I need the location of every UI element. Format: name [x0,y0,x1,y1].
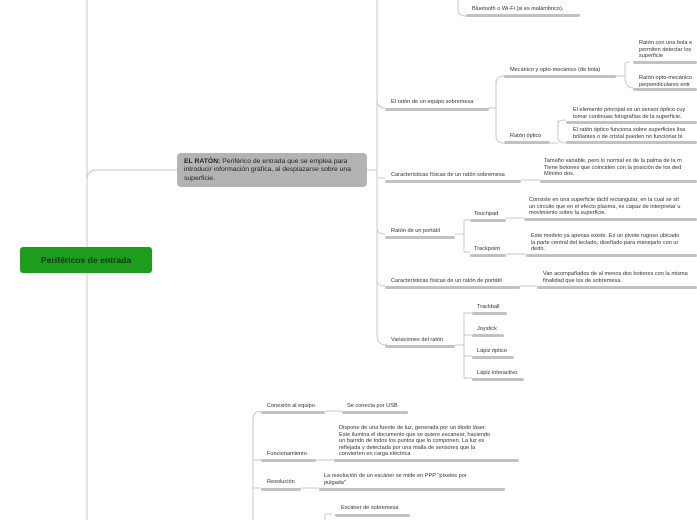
node-portatil[interactable]: Ratón de un portátil [391,228,440,234]
node-portatil-bar [385,236,455,239]
raton-title: EL RATÓN: [184,158,221,165]
node-sensor-bar [566,121,697,124]
node-lapiz-interactivo-bar [472,378,524,381]
tp-line-3: movimiento sobre la superficie. [529,210,607,217]
raton-node[interactable] [177,153,367,187]
node-funcionamiento[interactable]: Funcionamiento [267,451,307,457]
superficies-line-2: brillantes o de cristal pueden no funcionar bi [573,133,683,140]
opto-line-1: Ratón opto-mecánico [639,75,693,81]
node-caracteristicas-sobremesa-bar [385,180,521,183]
fn-line-4: reflejada y detectada por una malla de sensores que la [339,444,476,451]
node-opto-detail[interactable] [639,75,692,88]
node-trackpoint-detail-bar [526,254,697,257]
node-resolucion-detail-bar [319,488,505,491]
node-caracteristicas-sobremesa[interactable]: Características físicas de un ratón sobremesa [391,172,505,178]
tp-line-2: un circuito que en el efecto plasma, es capaz de interpretar u [529,203,681,210]
node-resolucion-bar [261,488,301,491]
node-sobremesa[interactable]: El ratón de un equipo sobremesa [391,99,474,105]
node-sensor-detail[interactable] [573,107,685,120]
node-trackpoint-detail[interactable] [531,233,679,253]
node-bola-detail[interactable] [639,40,692,60]
node-caracteristicas-portatil-detail[interactable] [543,271,688,284]
node-touchpad-bar [470,219,506,222]
node-variaciones-bar [385,345,455,348]
node-bluetooth[interactable]: Bluetooth o Wi-Fi (si es inalámbrico). [472,6,564,12]
node-variaciones[interactable]: Variaciones del ratón [391,337,444,343]
superficies-line-1: El ratón óptico funciona sobre superficies lisa [573,127,686,133]
node-bluetooth-bar [466,14,580,17]
node-cp-detail-bar [537,286,697,289]
node-conexion-bar [261,411,325,414]
node-cs-detail-bar [540,180,697,183]
raton-description: Periférico de entrada que se emplea para introducir información gráfica, al desplazarse sobre una superficie. [184,158,351,182]
cs-line-2: Tiene botones que coinciden con la posición de los ded [544,164,682,171]
node-caracteristicas-portatil[interactable]: Características físicas de un ratón de portátil [391,278,502,284]
node-mecanico[interactable]: Mecánico y opto-mecánico (de bola) [510,67,601,73]
node-conexion[interactable]: Conexión al equipo [267,403,315,409]
node-caracteristicas-portatil-bar [385,286,520,289]
node-joystick[interactable]: Joystick [477,326,497,332]
node-funcionamiento-detail[interactable] [339,425,490,458]
opto-line-2: perpendiculares entr [639,81,690,88]
node-touchpad-detail[interactable] [529,197,680,217]
node-lapiz-interactivo[interactable]: Lápiz interactivo [477,370,518,376]
fn-line-1: Dispone de una fuente de luz, generada por un diodo láser. [339,425,487,431]
node-lapiz-optico-bar [472,356,514,359]
rs-line-2: pulgada" [324,479,346,486]
cs-line-1: Tamaño variable, pero lo normal es de la palma de la m [544,158,682,164]
node-conexion-detail[interactable]: Se conecta por USB [347,403,398,409]
fn-line-5: convierten en carga eléctrica [339,451,411,458]
node-trackpoint-bar [470,254,506,257]
node-caracteristicas-sobremesa-detail[interactable] [544,158,682,178]
node-trackball[interactable]: Trackball [477,304,500,310]
bola-line-1: Ratón con una bola e [639,40,693,46]
tp-line-1: Consiste en una superficie táctil rectangular, en la cual se sit [529,197,679,203]
cp-line-2: finalidad que los de sobremesa. [543,277,622,284]
rs-line-1: La resolución de un escáner se mide en PPP "píxeles por [324,473,467,479]
node-resolucion-detail[interactable] [324,473,467,486]
node-bola-bar [633,61,697,64]
cp-line-1: Van acompañados de al menos dos botones con la misma [543,271,688,277]
node-conexion-detail-bar [342,411,408,414]
node-touchpad-detail-bar [524,218,697,221]
node-opto-bar [633,88,697,91]
node-optico[interactable]: Ratón óptico [510,133,542,139]
bola-line-3: superficie [639,53,663,60]
node-funcionamiento-bar [261,459,316,462]
node-escaner-sobremesa-bar [335,514,410,517]
root-node[interactable]: Periféricos de entrada [20,247,152,273]
node-lapiz-optico[interactable]: Lápiz óptico [477,348,507,354]
tk-line-2: la parte central del teclado, diseñado para manejarlo con ur [531,239,679,246]
node-sobremesa-bar [385,108,489,111]
node-superficies-bar [566,141,697,144]
node-mecanico-bar [504,75,616,78]
cs-line-3: Mínimo dos. [544,171,575,178]
node-optico-bar [504,141,550,144]
bola-line-2: permiten detectar los [639,46,692,53]
sensor-line-2: tomar continuas fotografías de la superficie. [573,113,682,120]
tk-line-1: Este modelo ya apenas existe. Es un pivote rugoso ubicado [531,233,680,239]
node-resolucion[interactable]: Resolución [267,479,295,485]
node-trackball-bar [472,312,507,315]
tk-line-3: dedo. [531,246,545,253]
node-trackpoint[interactable]: Trackpoint [474,246,500,252]
node-touchpad[interactable]: Touchpad [474,211,499,217]
sensor-line-1: El elemento principal es un sensor óptico cuy [573,107,686,113]
node-funcionamiento-detail-bar [334,459,519,462]
node-joystick-bar [472,334,504,337]
fn-line-2: Este ilumina el documento que se quiere escanear, haciendo [339,431,491,438]
node-superficies-detail[interactable] [573,127,685,140]
fn-line-3: un barrido de todos los puntos que lo componen. La luz es [339,438,485,445]
node-escaner-sobremesa[interactable]: Escáner de sobremesa [341,505,399,511]
